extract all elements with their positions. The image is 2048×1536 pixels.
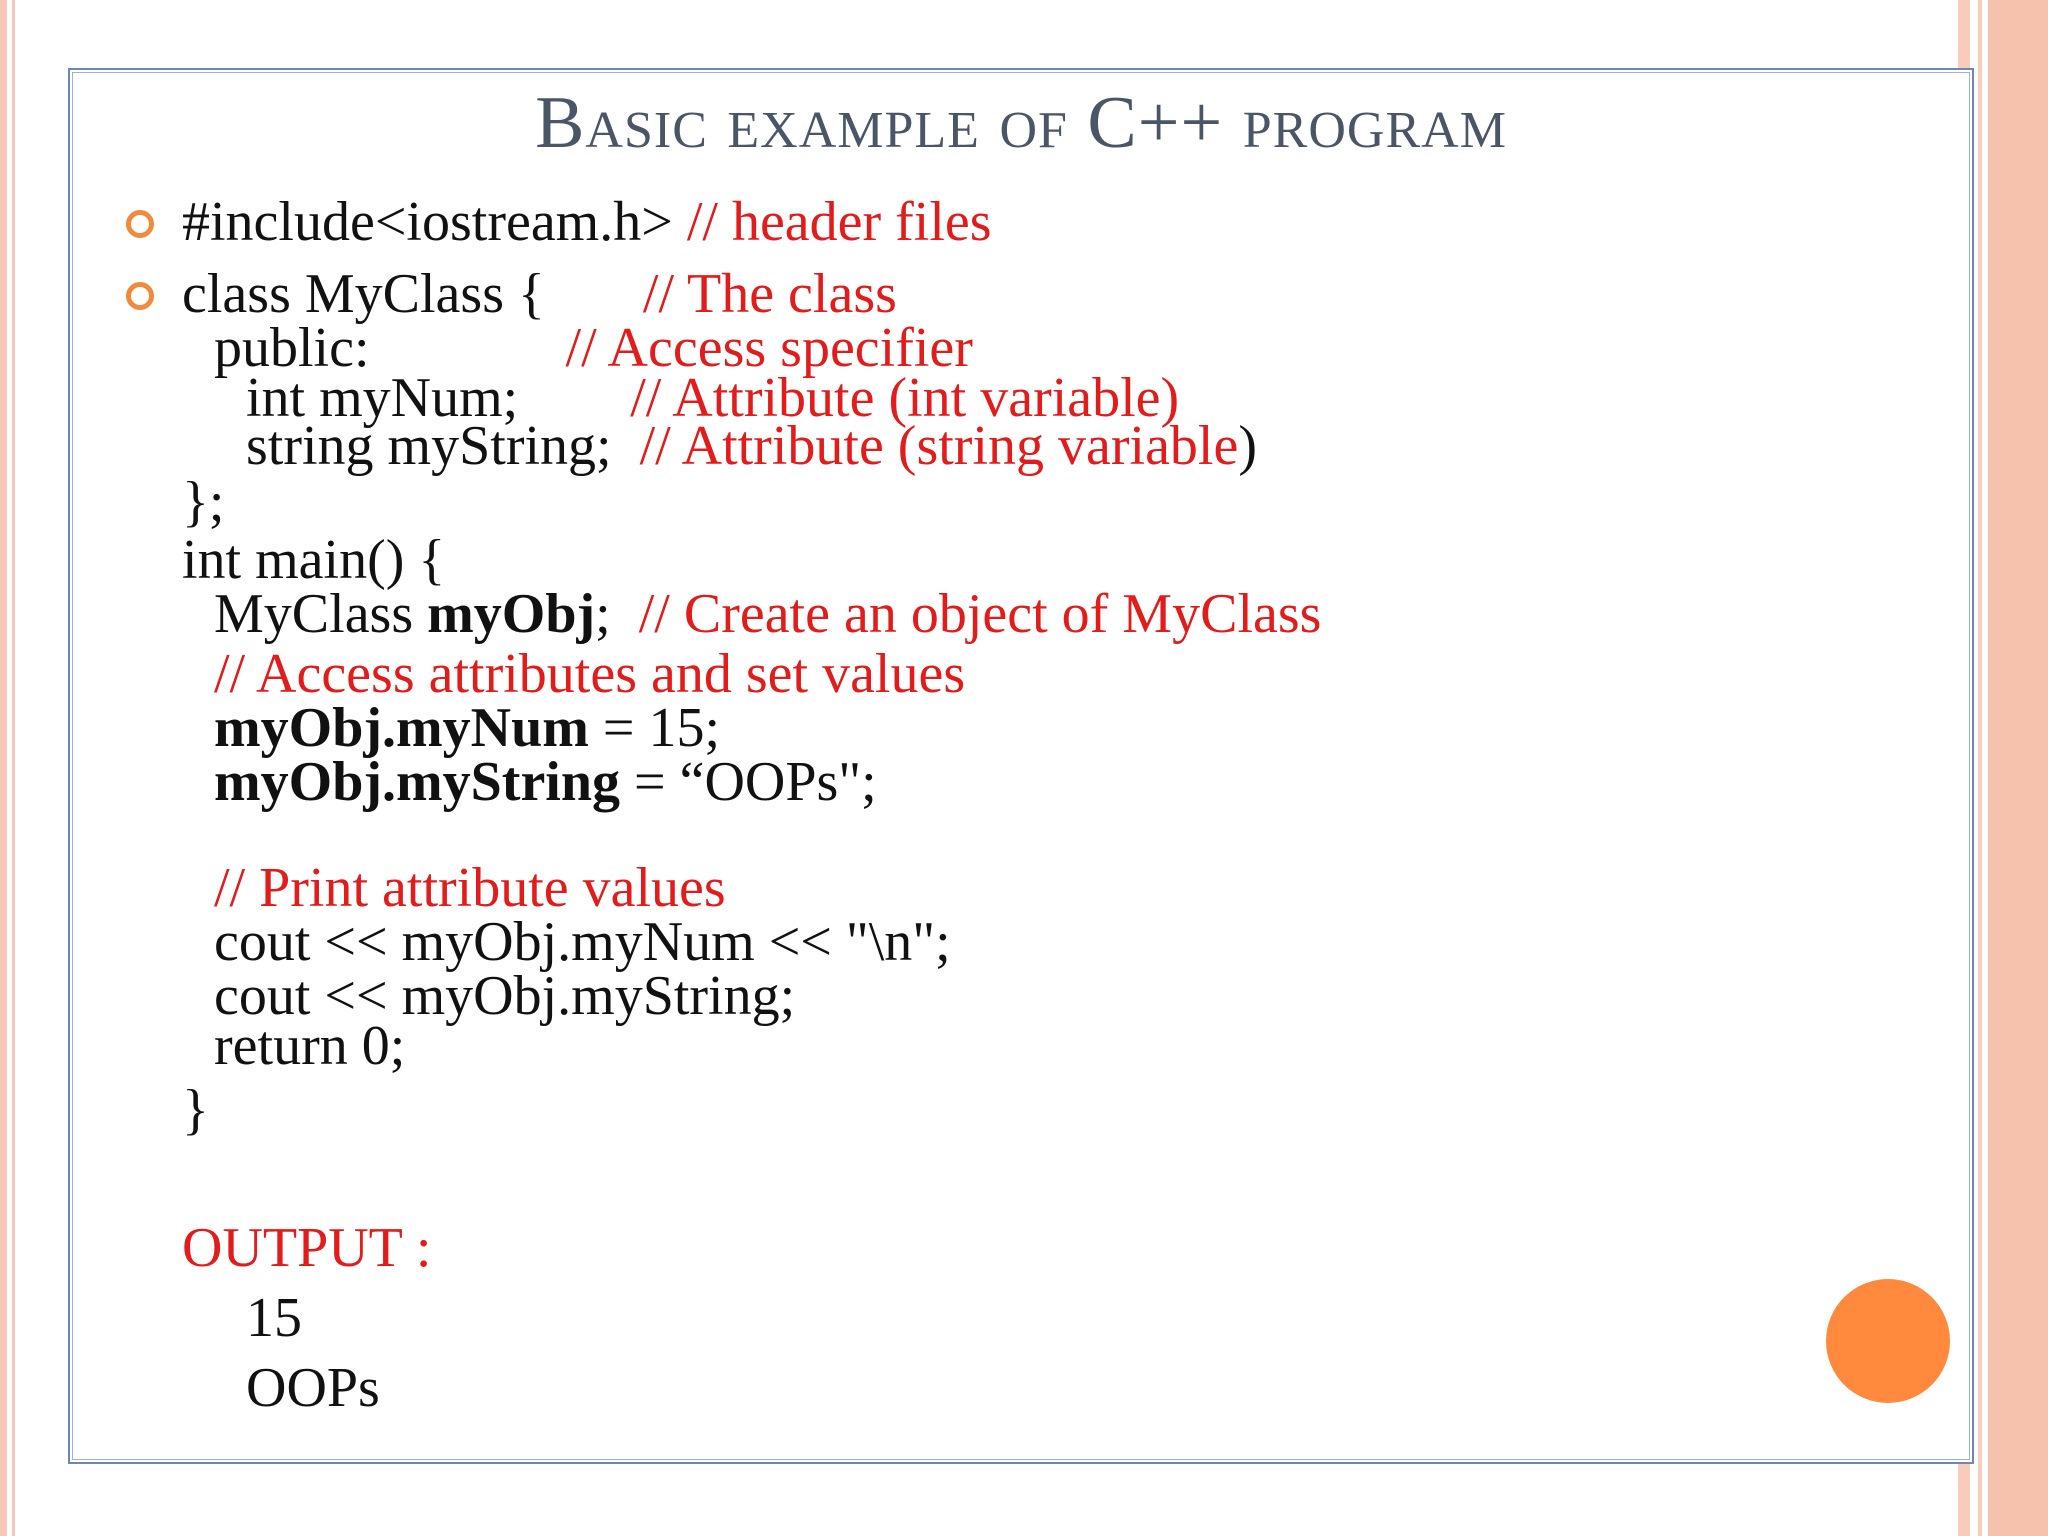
right-decorative-stripe-thin (1978, 0, 1982, 1536)
code-text: int main() { (182, 529, 446, 591)
code-line-string-mystring (246, 416, 1257, 476)
code-comment: // Create an object of MyClass (638, 583, 1322, 645)
code-comment: // Attribute (string variable (639, 415, 1239, 477)
right-decorative-band (1988, 0, 2048, 1536)
code-text-bold: myObj.myString (214, 751, 620, 813)
code-comment: // Access attributes and set values (214, 643, 966, 705)
code-text: } (182, 1079, 209, 1141)
code-comment: // header files (686, 191, 992, 253)
code-text: #include<iostream.h> (182, 191, 687, 253)
left-decorative-stripe (12, 0, 15, 1536)
code-text: }; (182, 471, 225, 533)
code-text: ; (595, 583, 639, 645)
code-text: int myNum; (246, 367, 631, 429)
code-text: MyClass (214, 583, 428, 645)
code-line-main (182, 530, 445, 590)
bullet-circle-icon (126, 282, 154, 310)
output-line: 15 (246, 1287, 302, 1349)
output-label: OUTPUT : (182, 1217, 432, 1279)
code-line-comment-print (214, 858, 726, 918)
code-text: cout << myObj.myNum << "\n"; (214, 911, 951, 973)
output-line: OOPs (246, 1357, 380, 1419)
code-line-return (214, 1016, 405, 1076)
code-text: class MyClass { (182, 263, 643, 325)
code-comment: // Access specifier (565, 317, 973, 379)
code-text: = “OOPs"; (620, 751, 877, 813)
code-comment: // Attribute (int variable) (630, 367, 1180, 429)
code-text-bold: myObj (427, 583, 596, 645)
code-line-include (182, 192, 992, 252)
code-line-set-mynum (214, 698, 720, 758)
code-comment: // Print attribute values (214, 857, 726, 919)
code-text: string myString; (246, 415, 640, 477)
code-text: public: (214, 317, 566, 379)
code-line-create-object (214, 584, 1321, 644)
code-text-bold: myObj.myNum (214, 697, 589, 759)
code-line-main-end (182, 1080, 209, 1140)
slide-title: Basic example of C++ program (535, 82, 1507, 164)
code-text: ) (1238, 415, 1257, 477)
code-line-comment-access (214, 644, 965, 704)
code-comment: // The class (642, 263, 897, 325)
code-line-cout-mynum (214, 912, 951, 972)
bullet-circle-icon (126, 210, 154, 238)
code-line-set-mystring (214, 752, 877, 812)
code-line-class (182, 264, 897, 324)
left-decorative-band (0, 0, 7, 1536)
code-line-class-end (182, 472, 224, 532)
orange-circle-icon (1826, 1279, 1950, 1403)
code-text: cout << myObj.myString; (214, 965, 796, 1027)
code-text: return 0; (214, 1015, 406, 1077)
code-text: = 15; (588, 697, 721, 759)
